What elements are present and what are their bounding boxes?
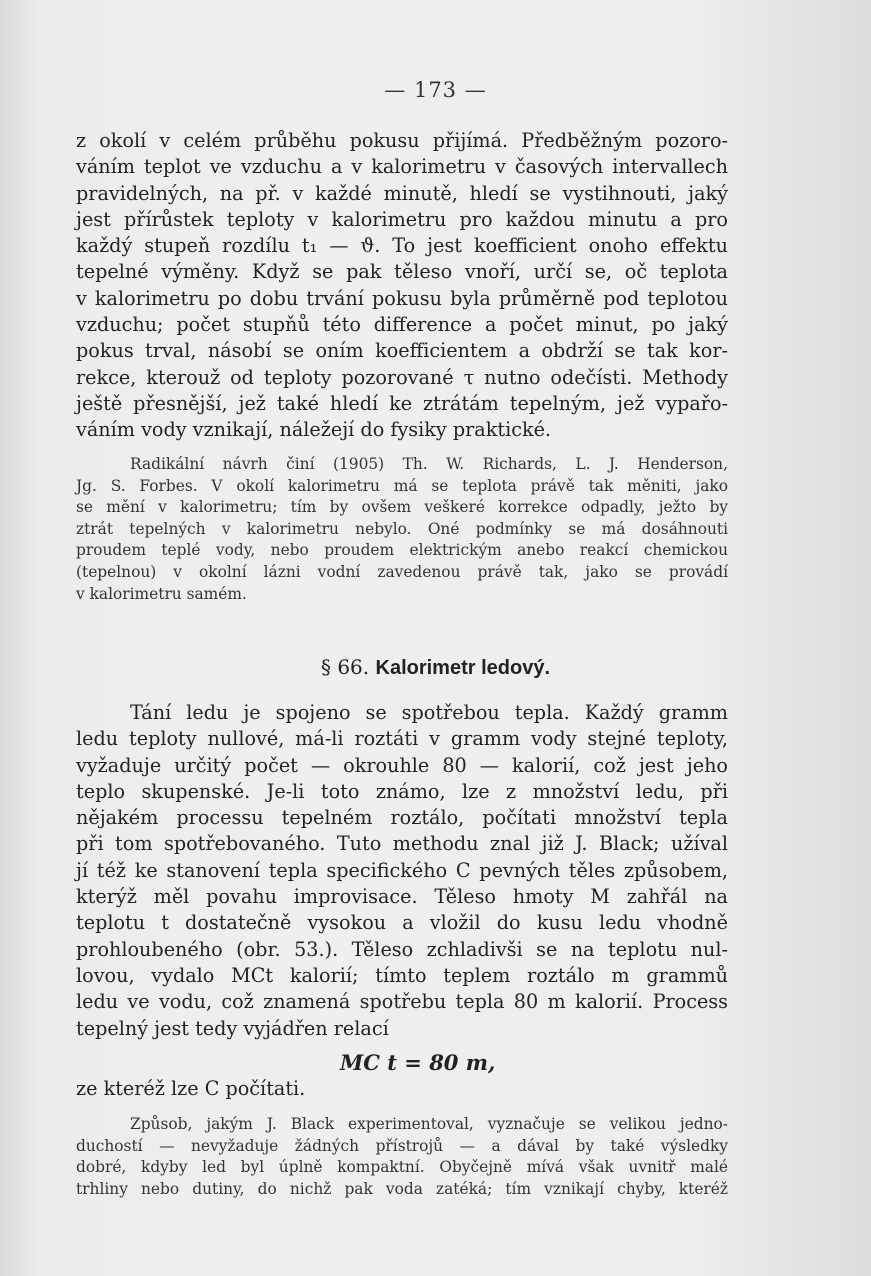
text-line: v kalorimetru samém.	[76, 584, 247, 603]
text-line: Jg. S. Forbes. V okolí kalorimetru má se teplota právě tak měniti, jako	[76, 476, 728, 495]
text-line: proudem teplé vody, nebo proudem elektrickým anebo reakcí chemickou	[76, 541, 728, 560]
after-formula-text	[76, 1076, 728, 1102]
section-number: § 66.	[320, 655, 370, 679]
text-line: prohloubeného (obr. 53.). Těleso zchladivši se na teplotu nul-	[76, 937, 728, 961]
text-line: Radikální návrh činí (1905) Th. W. Richards, L. J. Henderson,	[130, 455, 728, 473]
text-line: vyžaduje určitý počet — okrouhle 80 — kalorií, což jest jeho	[76, 753, 728, 777]
text-line: (tepelnou) v okolní lázni vodní zavedenou právě tak, jako se provádí	[76, 562, 728, 581]
text-line: při tom spotřebovaného. Tuto methodu znal již J. Black; užíval	[76, 832, 728, 856]
section-heading	[0, 655, 871, 680]
text-line: lovou, vydalo MCt kalorií; tímto teplem roztálo m grammů	[76, 963, 728, 987]
text-line: vzduchu; počet stupňů této difference a počet minut, po jaký	[76, 313, 728, 337]
text-line: z okolí v celém průběhu pokusu přijímá. Předběžným pozoro-	[76, 129, 728, 152]
footnote-2	[76, 1114, 728, 1200]
text-line: teplotu t dostatečně vysokou a vložil do kusu ledu vhodně	[76, 911, 728, 935]
text-line: tepelné výměny. Když se pak těleso vnoří, určí se, oč teplota	[76, 260, 728, 284]
text-line: trhliny nebo dutiny, do nichž pak voda zatéká; tím vznikají chyby, kteréž	[76, 1179, 728, 1198]
text-line: Tání ledu je spojeno se spotřebou tepla. Každý gramm	[130, 701, 728, 724]
text-line: ze kteréž lze C počítati.	[76, 1077, 306, 1100]
text-line: pravidelných, na př. v každé minutě, hledí se vystihnouti, jaký	[76, 181, 728, 205]
paragraph-1	[76, 128, 728, 444]
footnote-1	[76, 454, 728, 605]
formula: MC t = 80 m,	[340, 1050, 496, 1075]
text-line: duchostí — nevyžaduje žádných přístrojů — a dával by také výsledky	[76, 1136, 728, 1155]
text-line: kterýž měl povahu improvisace. Těleso hmoty M zahřál na	[76, 885, 728, 909]
text-line: teplo skupenské. Je-li toto známo, lze z množství ledu, při	[76, 779, 728, 803]
text-line: nějakém processu tepelném roztálo, počítati množství tepla	[76, 806, 728, 830]
text-line: Způsob, jakým J. Black experimentoval, vyznačuje se velikou jedno-	[130, 1115, 728, 1133]
text-line: ještě přesnější, jež také hledí ke ztrátám tepelným, jež vypařo-	[76, 391, 728, 415]
text-line: ztrát tepelných v kalorimetru nebylo. Oné podmínky se má dosáhnouti	[76, 519, 728, 538]
text-line: váním vody vznikají, náležejí do fysiky praktické.	[76, 418, 552, 442]
text-line: jí též ke stanovení tepla specifického C pevných těles způsobem,	[76, 858, 728, 882]
text-line: jest přírůstek teploty v kalorimetru pro každou minutu a pro	[76, 207, 728, 231]
text-line: ledu teploty nullové, má-li roztáti v gramm vody stejné teploty,	[76, 727, 728, 751]
paragraph-2	[76, 700, 728, 1042]
text-line: tepelný jest tedy vyjádřen relací	[76, 1016, 389, 1040]
page-number: — 173 —	[384, 78, 487, 102]
text-line: rekce, kterouž od teploty pozorované τ nutno odečísti. Methody	[76, 365, 728, 389]
text-line: dobré, kdyby led byl úplně kompaktní. Obyčejně mívá však uvnitř malé	[76, 1158, 728, 1177]
text-line: v kalorimetru po dobu trvání pokusu byla průměrně pod teplotou	[76, 286, 728, 310]
text-line: pokus trval, násobí se oním koefficientem a obdrží se tak kor-	[76, 339, 728, 363]
text-line: ledu ve vodu, což znamená spotřebu tepla 80 m kalorií. Process	[76, 990, 728, 1014]
text-line: každý stupeň rozdílu t₁ — ϑ. To jest koefficient onoho effektu	[76, 234, 728, 258]
text-line: se mění v kalorimetru; tím by ovšem veškeré korrekce odpadly, ježto by	[76, 498, 728, 517]
text-line: váním teplot ve vzduchu a v kalorimetru v časových intervallech	[76, 155, 728, 179]
section-title: Kalorimetr ledový.	[375, 657, 551, 679]
